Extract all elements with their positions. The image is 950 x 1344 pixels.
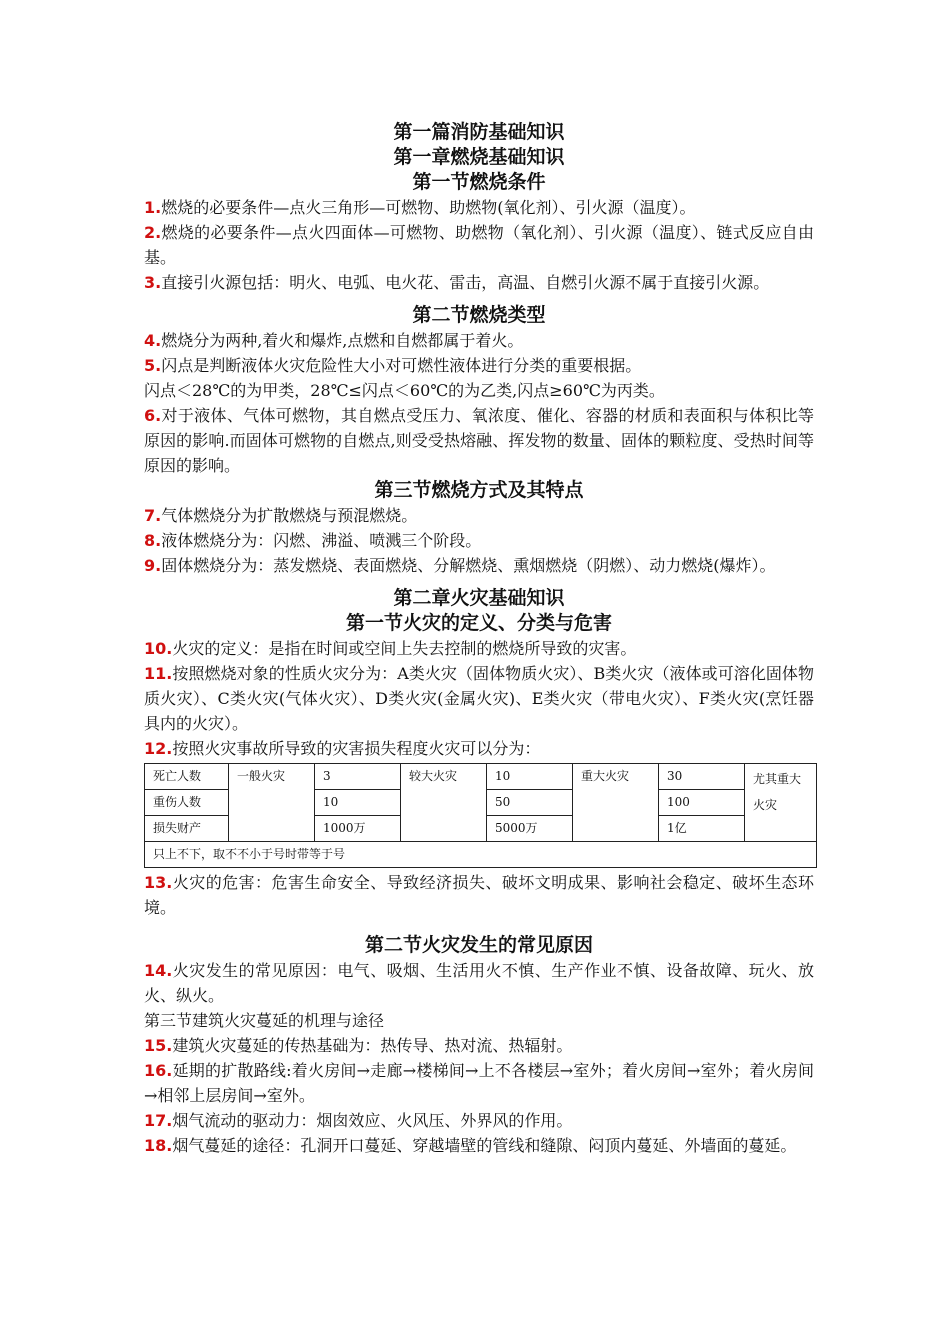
table-row — [145, 842, 817, 868]
item-text: 延期的扩散路线:着火房间→走廊→楼梯间→上不各楼层→室外；着火房间→室外；着火房间→相邻上层房间→室外。 — [144, 1061, 814, 1105]
item-number: 11. — [144, 664, 173, 683]
list-item — [144, 403, 814, 478]
item-text: 燃烧的必要条件—点火三角形—可燃物、助燃物(氧化剂）、引火源（温度）。 — [161, 198, 696, 217]
item-number: 4. — [144, 331, 162, 350]
list-item — [144, 353, 814, 378]
list-item — [144, 553, 814, 578]
list-item — [144, 1133, 814, 1158]
item-text: 固体燃烧分为：蒸发燃烧、表面燃烧、分解燃烧、熏烟燃烧（阴燃）、动力燃烧(爆炸）。 — [161, 556, 776, 575]
list-item — [144, 1058, 814, 1108]
table-cell: 3 — [315, 764, 401, 790]
table-cell: 较大火灾 — [401, 764, 487, 842]
item-text: 燃烧分为两种,着火和爆炸,点燃和自燃都属于着火。 — [161, 331, 524, 350]
list-item — [144, 195, 814, 220]
item-number: 13. — [144, 873, 173, 892]
list-item — [144, 636, 814, 661]
table-cell: 重大火灾 — [573, 764, 659, 842]
flash-point-line: 闪点＜28℃的为甲类，28℃≤闪点＜60℃的为乙类,闪点≥60℃为丙类。 — [144, 381, 665, 400]
item-number: 5. — [144, 356, 162, 375]
list-item — [144, 528, 814, 553]
item-number: 12. — [144, 739, 173, 758]
item-text: 火灾的危害：危害生命安全、导致经济损失、破坏文明成果、影响社会稳定、破坏生态环境。 — [144, 873, 814, 917]
chapter-title: 第二章火灾基础知识 — [393, 587, 565, 609]
part-title: 第一篇消防基础知识 — [393, 121, 565, 143]
table-cell: 5000万 — [487, 816, 573, 842]
item-number: 9. — [144, 556, 162, 575]
item-text: 烟气蔓延的途径：孔洞开口蔓延、穿越墙壁的管线和缝隙、闷顶内蔓延、外墙面的蔓延。 — [172, 1136, 797, 1155]
item-number: 10. — [144, 639, 173, 658]
item-number: 8. — [144, 531, 162, 550]
item-text: 燃烧的必要条件—点火四面体—可燃物、助燃物（氧化剂）、引火源（温度）、链式反应自由基。 — [144, 223, 814, 267]
item-number: 16. — [144, 1061, 173, 1080]
section-title-plain: 第三节建筑火灾蔓延的机理与途径 — [144, 1011, 385, 1030]
item-text: 对于液体、气体可燃物，其自燃点受压力、氧浓度、催化、容器的材质和表面积与体积比等原因的影响.而固体可燃物的自燃点,则受受热熔融、挥发物的数量、固体的颗粒度、受热时间等原因的影响。 — [144, 406, 814, 475]
item-text: 直接引火源包括：明火、电弧、电火花、雷击，高温、自燃引火源不属于直接引火源。 — [161, 273, 770, 292]
document-body — [144, 120, 814, 1158]
item-number: 6. — [144, 406, 162, 425]
list-item — [144, 958, 814, 1008]
table-cell: 损失财产 — [145, 816, 229, 842]
item-text: 烟气流动的驱动力：烟囱效应、火风压、外界风的作用。 — [172, 1111, 573, 1130]
item-number: 1. — [144, 198, 162, 217]
section-title: 第一节燃烧条件 — [412, 171, 546, 193]
table-row — [145, 764, 817, 790]
table-cell: 30 — [659, 764, 745, 790]
list-item — [144, 736, 814, 761]
list-item — [144, 328, 814, 353]
table-cell: 死亡人数 — [145, 764, 229, 790]
section-title: 第二节燃烧类型 — [412, 304, 546, 326]
item-text: 闪点是判断液体火灾危险性大小对可燃性液体进行分类的重要根据。 — [161, 356, 642, 375]
section-title: 第一节火灾的定义、分类与危害 — [345, 612, 612, 634]
table-cell: 100 — [659, 790, 745, 816]
table-cell: 10 — [315, 790, 401, 816]
item-number: 3. — [144, 273, 162, 292]
item-number: 2. — [144, 223, 162, 242]
list-item — [144, 503, 814, 528]
item-number: 15. — [144, 1036, 173, 1055]
item-number: 7. — [144, 506, 162, 525]
item-text: 火灾的定义：是指在时间或空间上失去控制的燃烧所导致的灾害。 — [172, 639, 637, 658]
chapter-title: 第一章燃烧基础知识 — [393, 146, 565, 168]
table-cell: 尤其重大火灾 — [745, 764, 817, 842]
table-cell: 50 — [487, 790, 573, 816]
item-text: 火灾发生的常见原因：电气、吸烟、生活用火不慎、生产作业不慎、设备故障、玩火、放火、纵火。 — [144, 961, 814, 1005]
table-cell: 1000万 — [315, 816, 401, 842]
list-item — [144, 270, 814, 295]
section-title: 第三节燃烧方式及其特点 — [374, 479, 584, 501]
item-text: 按照火灾事故所导致的灾害损失程度火灾可以分为： — [172, 739, 541, 758]
table-cell: 10 — [487, 764, 573, 790]
table-note: 只上不下，取不不小于号时带等于号 — [145, 842, 817, 868]
section-title: 第二节火灾发生的常见原因 — [364, 934, 593, 956]
item-number: 14. — [144, 961, 173, 980]
table-cell: 重伤人数 — [145, 790, 229, 816]
table-cell: 一般火灾 — [229, 764, 315, 842]
item-text: 按照燃烧对象的性质火灾分为：A类火灾（固体物质火灾）、B类火灾（液体或可溶化固体物质火灾）、C类火灾(气体火灾）、D类火灾(金属火灾)、E类火灾（带电火灾）、F类火灾(烹饪器具内的火灾）。 — [144, 664, 814, 733]
list-item — [144, 1108, 814, 1133]
list-item — [144, 661, 814, 736]
item-text: 液体燃烧分为：闪燃、沸溢、喷溅三个阶段。 — [161, 531, 482, 550]
table-cell: 1亿 — [659, 816, 745, 842]
item-text: 建筑火灾蔓延的传热基础为：热传导、热对流、热辐射。 — [172, 1036, 573, 1055]
item-number: 18. — [144, 1136, 173, 1155]
list-item — [144, 220, 814, 270]
list-item — [144, 870, 814, 920]
fire-loss-table — [144, 763, 817, 868]
list-item — [144, 1033, 814, 1058]
item-text: 气体燃烧分为扩散燃烧与预混燃烧。 — [161, 506, 418, 525]
item-number: 17. — [144, 1111, 173, 1130]
